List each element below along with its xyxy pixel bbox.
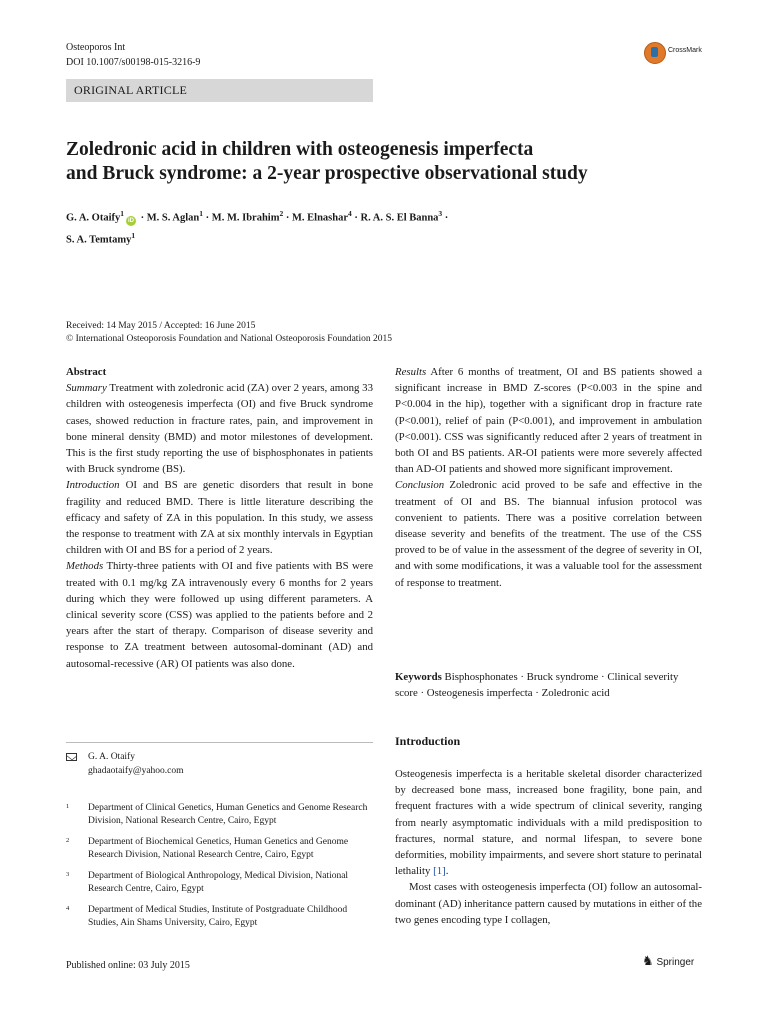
summary-text: Treatment with zoledronic acid (ZA) over 2 years, among 33 children with osteogenesis imperfecta (OI) and five Bruck syndrome cases, showed reduction in fracture rates, pain, and improvement in bone mineral density (BMD) and motor milestones of development. This is the first study reporting the use of bisphosphonates in patients with Bruck syndrome (BS).: [66, 382, 373, 476]
author-name: M. S. Aglan: [146, 212, 200, 224]
envelope-icon: [66, 753, 77, 761]
introduction-heading: Introduction: [395, 734, 461, 748]
methods-text: Thirty-three patients with OI and five patients with BS were treated with 0.1 mg/kg ZA intravenously every 6 months for 2 years during which they were followed up using different parameters. A clinical severity score (CSS) was applied to the patients before and 2 years after the start of therapy. Comparison of disease severity and response to ZA treatment between autosomal-dominant (AD) and autosomal-recessive (AR) OI patients was also done.: [66, 560, 373, 670]
crossmark-icon: [644, 42, 666, 64]
author-name: S. A. Temtamy: [66, 234, 132, 245]
keywords-text: Bisphosphonates · Bruck syndrome · Clinical severity score · Osteogenesis imperfecta · Zoledronic acid: [395, 671, 679, 700]
abstract-summary: [66, 380, 373, 477]
author-affiliation: 1: [199, 209, 204, 218]
author-separator: ·: [442, 212, 449, 224]
author-name: G. A. Otaify: [66, 212, 121, 224]
author-affiliation: 1: [120, 209, 124, 218]
affiliation-number: 2: [66, 837, 70, 844]
intro-label: Introduction: [66, 479, 120, 492]
springer-horse-icon: ♞: [642, 953, 654, 968]
abstract-conclusion: [395, 477, 702, 590]
keywords-label: Keywords: [395, 671, 442, 683]
footnote-divider: [66, 742, 373, 743]
paragraph-end: .: [445, 865, 449, 878]
affiliation-text: Department of Clinical Genetics, Human Genetics and Genome Research Division, National Research Centre, Cairo, Egypt: [88, 803, 368, 826]
orcid-icon[interactable]: iD: [128, 217, 134, 224]
affiliations: [66, 802, 373, 938]
correspondence: [66, 750, 373, 778]
affiliation-number: 1: [66, 803, 70, 810]
introduction-body: [395, 766, 702, 928]
affiliation-text: Department of Biological Anthropology, Medical Division, National Research Centre, Cairo, Egypt: [88, 871, 349, 894]
author-affiliation: 4: [348, 209, 352, 218]
journal-header: [66, 40, 200, 70]
introduction-paragraph: [395, 766, 702, 879]
abstract-left-column: [66, 364, 373, 672]
intro-text: OI and BS are genetic disorders that result in bone fragility and reduced BMD. There is little literature describing the efficacy and safety of ZA in this population. In this study, we assess the response to treatment with ZA at six monthly intervals in Egyptian children with OI and BS for a period of 2 years.: [66, 479, 374, 557]
author-separator: ·: [283, 212, 292, 224]
article-title: [66, 138, 706, 186]
doi[interactable]: DOI 10.1007/s00198-015-3216-9: [66, 57, 201, 68]
received-accepted: Received: 14 May 2015 / Accepted: 16 June 2015: [66, 321, 256, 331]
published-online: Published online: 03 July 2015: [66, 960, 190, 971]
citation-link[interactable]: [1]: [433, 865, 446, 878]
abstract-methods: [66, 558, 373, 671]
conclusion-label: Conclusion: [395, 479, 445, 492]
crossmark-badge[interactable]: [644, 42, 704, 64]
abstract-right-column: [395, 364, 702, 591]
author-affiliation: 2: [279, 209, 284, 218]
publisher-logo[interactable]: [642, 953, 694, 969]
title-line-2: and Bruck syndrome: a 2-year prospective observational study: [66, 163, 588, 184]
correspondence-email[interactable]: ghadaotaify@yahoo.com: [88, 766, 184, 776]
author-separator: ·: [138, 212, 147, 224]
affiliation-text: Department of Biochemical Genetics, Human Genetics and Genome Research Division, National Research Centre, Cairo, Egypt: [88, 837, 349, 860]
introduction-paragraph: Most cases with osteogenesis imperfecta (OI) follow an autosomal-dominant (AD) inheritance pattern caused by mutations in either of the two genes encoding type I collagen,: [395, 881, 702, 926]
crossmark-label: CrossMark: [668, 47, 702, 54]
conclusion-text: Zoledronic acid proved to be safe and effective in the treatment of OI and BS. The biannual infusion protocol was convenient to patients. There was a positive correlation between disease severity and benefits of the treatment. The use of the CSS proved to be of value in the assessment of the degree of severity in OI, and with some modifications, it was a valuable tool for the assessment of response to treatment.: [395, 479, 702, 589]
affiliation-item: [66, 904, 373, 930]
affiliation-number: 4: [66, 905, 70, 912]
author-affiliation: 3: [438, 209, 443, 218]
affiliation-text: Department of Medical Studies, Institute of Postgraduate Childhood Studies, Ain Shams University, Cairo, Egypt: [88, 905, 348, 928]
journal-name: Osteoporos Int: [66, 42, 126, 53]
methods-label: Methods: [66, 560, 104, 573]
abstract-results: [395, 364, 702, 477]
author-separator: ·: [203, 212, 212, 224]
title-line-1: Zoledronic acid in children with osteogenesis imperfecta: [66, 139, 534, 160]
abstract-introduction: [66, 477, 373, 558]
correspondence-name: G. A. Otaify: [88, 752, 135, 762]
affiliation-item: [66, 870, 373, 896]
author-separator: ·: [351, 212, 361, 224]
results-text: After 6 months of treatment, OI and BS patients showed a significant increase in BMD Z-scores (P<0.003 in the spine and P<0.004 in the hip), together with a significant drop in fracture rate (P<0.001), relief of pain (P<0.001), and improvement in ambulation (P<0.001). CSS was significantly reduced after 2 years of treatment in both OI and BS patients. AR-OI patients were more severely affected than AD-OI patients and showed more significant improvement.: [395, 366, 702, 476]
summary-label: Summary: [66, 382, 107, 395]
author-name: M. M. Ibrahim: [211, 212, 280, 224]
copyright: © International Osteoporosis Foundation and National Osteoporosis Foundation 2015: [66, 334, 392, 344]
keywords: [395, 669, 702, 701]
author-name: M. Elnashar: [291, 212, 348, 224]
article-dates: [66, 320, 392, 346]
affiliation-item: [66, 802, 373, 828]
abstract-heading: Abstract: [66, 366, 107, 378]
article-type-banner: ORIGINAL ARTICLE: [66, 79, 373, 102]
affiliation-number: 3: [66, 871, 70, 878]
author-list: [66, 205, 706, 248]
paragraph-text: Osteogenesis imperfecta is a heritable skeletal disorder characterized by decreased bone mass, increased bone fragility, bone pain, and frequent fractures with a wide spectrum of clinical severity, ranging from nearly asymptomatic individuals with a mild predisposition to fractures, normal stature, and normal lifespan, to severe bone deformities, mobility impairments, and severe short stature to perinatal lethality: [395, 768, 702, 878]
results-label: Results: [395, 366, 427, 378]
publisher-name: Springer: [656, 957, 695, 968]
affiliation-item: [66, 836, 373, 862]
author-affiliation: 1: [131, 230, 136, 240]
author-name: R. A. S. El Banna: [360, 212, 439, 224]
